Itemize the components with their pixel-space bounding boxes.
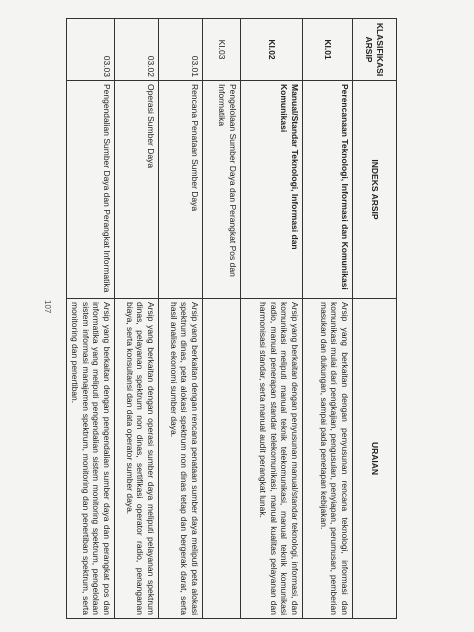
row-indeks: Rencana Penataan Sumber Daya xyxy=(159,81,203,299)
table-row xyxy=(203,19,241,619)
row-uraian: Arsip yang berkaitan dengan penyusunan rencana teknologi, informasi dan komunikasi mulai dari pengkajian, pengusulan, penyiapan, perumusan, pemberian masukan dan dukungan, sampai pada penetapan kebijakan. xyxy=(303,299,353,619)
row-code: 03.03 xyxy=(67,19,115,81)
row-code: KI.03 xyxy=(203,19,241,81)
classification-table xyxy=(67,18,398,619)
row-code: KI.02 xyxy=(241,19,303,81)
header-klasifikasi: KLASIFIKASI ARSIP xyxy=(353,19,397,81)
row-uraian: Arsip yang berkaitan dengan pengendalian sumber daya dan perangkat pos dan informatika yang meliputi pengendalian sistem monitoring spektrum, pengelolaan sistem informasi manajemen spektrum, monitoring dan penertiban spektrum, serta monitoring dan penertiban. xyxy=(67,299,115,619)
row-indeks: Perencanaan Teknologi, Informasi dan Komunikasi xyxy=(303,81,353,299)
table-row xyxy=(303,19,353,619)
row-indeks: Operasi Sumber Daya xyxy=(115,81,159,299)
row-indeks: Pengendalian Sumber Daya dan Perangkat Informatika xyxy=(67,81,115,299)
table-row xyxy=(241,19,303,619)
classification-table-rotated xyxy=(70,18,397,618)
header-indeks: INDEKS ARSIP xyxy=(353,81,397,299)
row-uraian: Arsip yang berkaitan dengan operasi sumber daya meliputi pelayanan spektrum dinas, pelayanan spektrum non dinas, sertifikasi operator radio, penanganan biaya, serta konsultansi dan data operator sumber daya. xyxy=(115,299,159,619)
table-row xyxy=(159,19,203,619)
row-uraian xyxy=(203,299,241,619)
table-row xyxy=(115,19,159,619)
row-indeks: Pengelolaan Sumber Daya dan Perangkat Pos dan Informatika xyxy=(203,81,241,299)
row-code: 03.01 xyxy=(159,19,203,81)
table-row xyxy=(67,19,115,619)
row-code: 03.02 xyxy=(115,19,159,81)
page-number: 107 xyxy=(43,300,52,314)
header-uraian: URAIAN xyxy=(353,299,397,619)
row-indeks: Manual/Standar Teknologi, Informasi dan Komunikasi xyxy=(241,81,303,299)
row-uraian: Arsip yang berkaitan dengan rencana penataan sumber daya meliputi peta alokasi spektrum dinas, peta alokasi spektrum non dinas tetap dan bergerak darat, serta hasil analisa ekonomi sumber daya. xyxy=(159,299,203,619)
table-header-row xyxy=(353,19,397,619)
row-uraian: Arsip yang berkaitan dengan penyusunan manual/standar teknologi, informasi, dan komunikasi meliputi manual teknik telekomunikasi, manual teknik komunikasi radio, manual penerapan standar telekomunikasi, manual kualitas pelayanan dan harmonisasi standar, serta manual audit perangkat lunak. xyxy=(241,299,303,619)
row-code: KI.01 xyxy=(303,19,353,81)
